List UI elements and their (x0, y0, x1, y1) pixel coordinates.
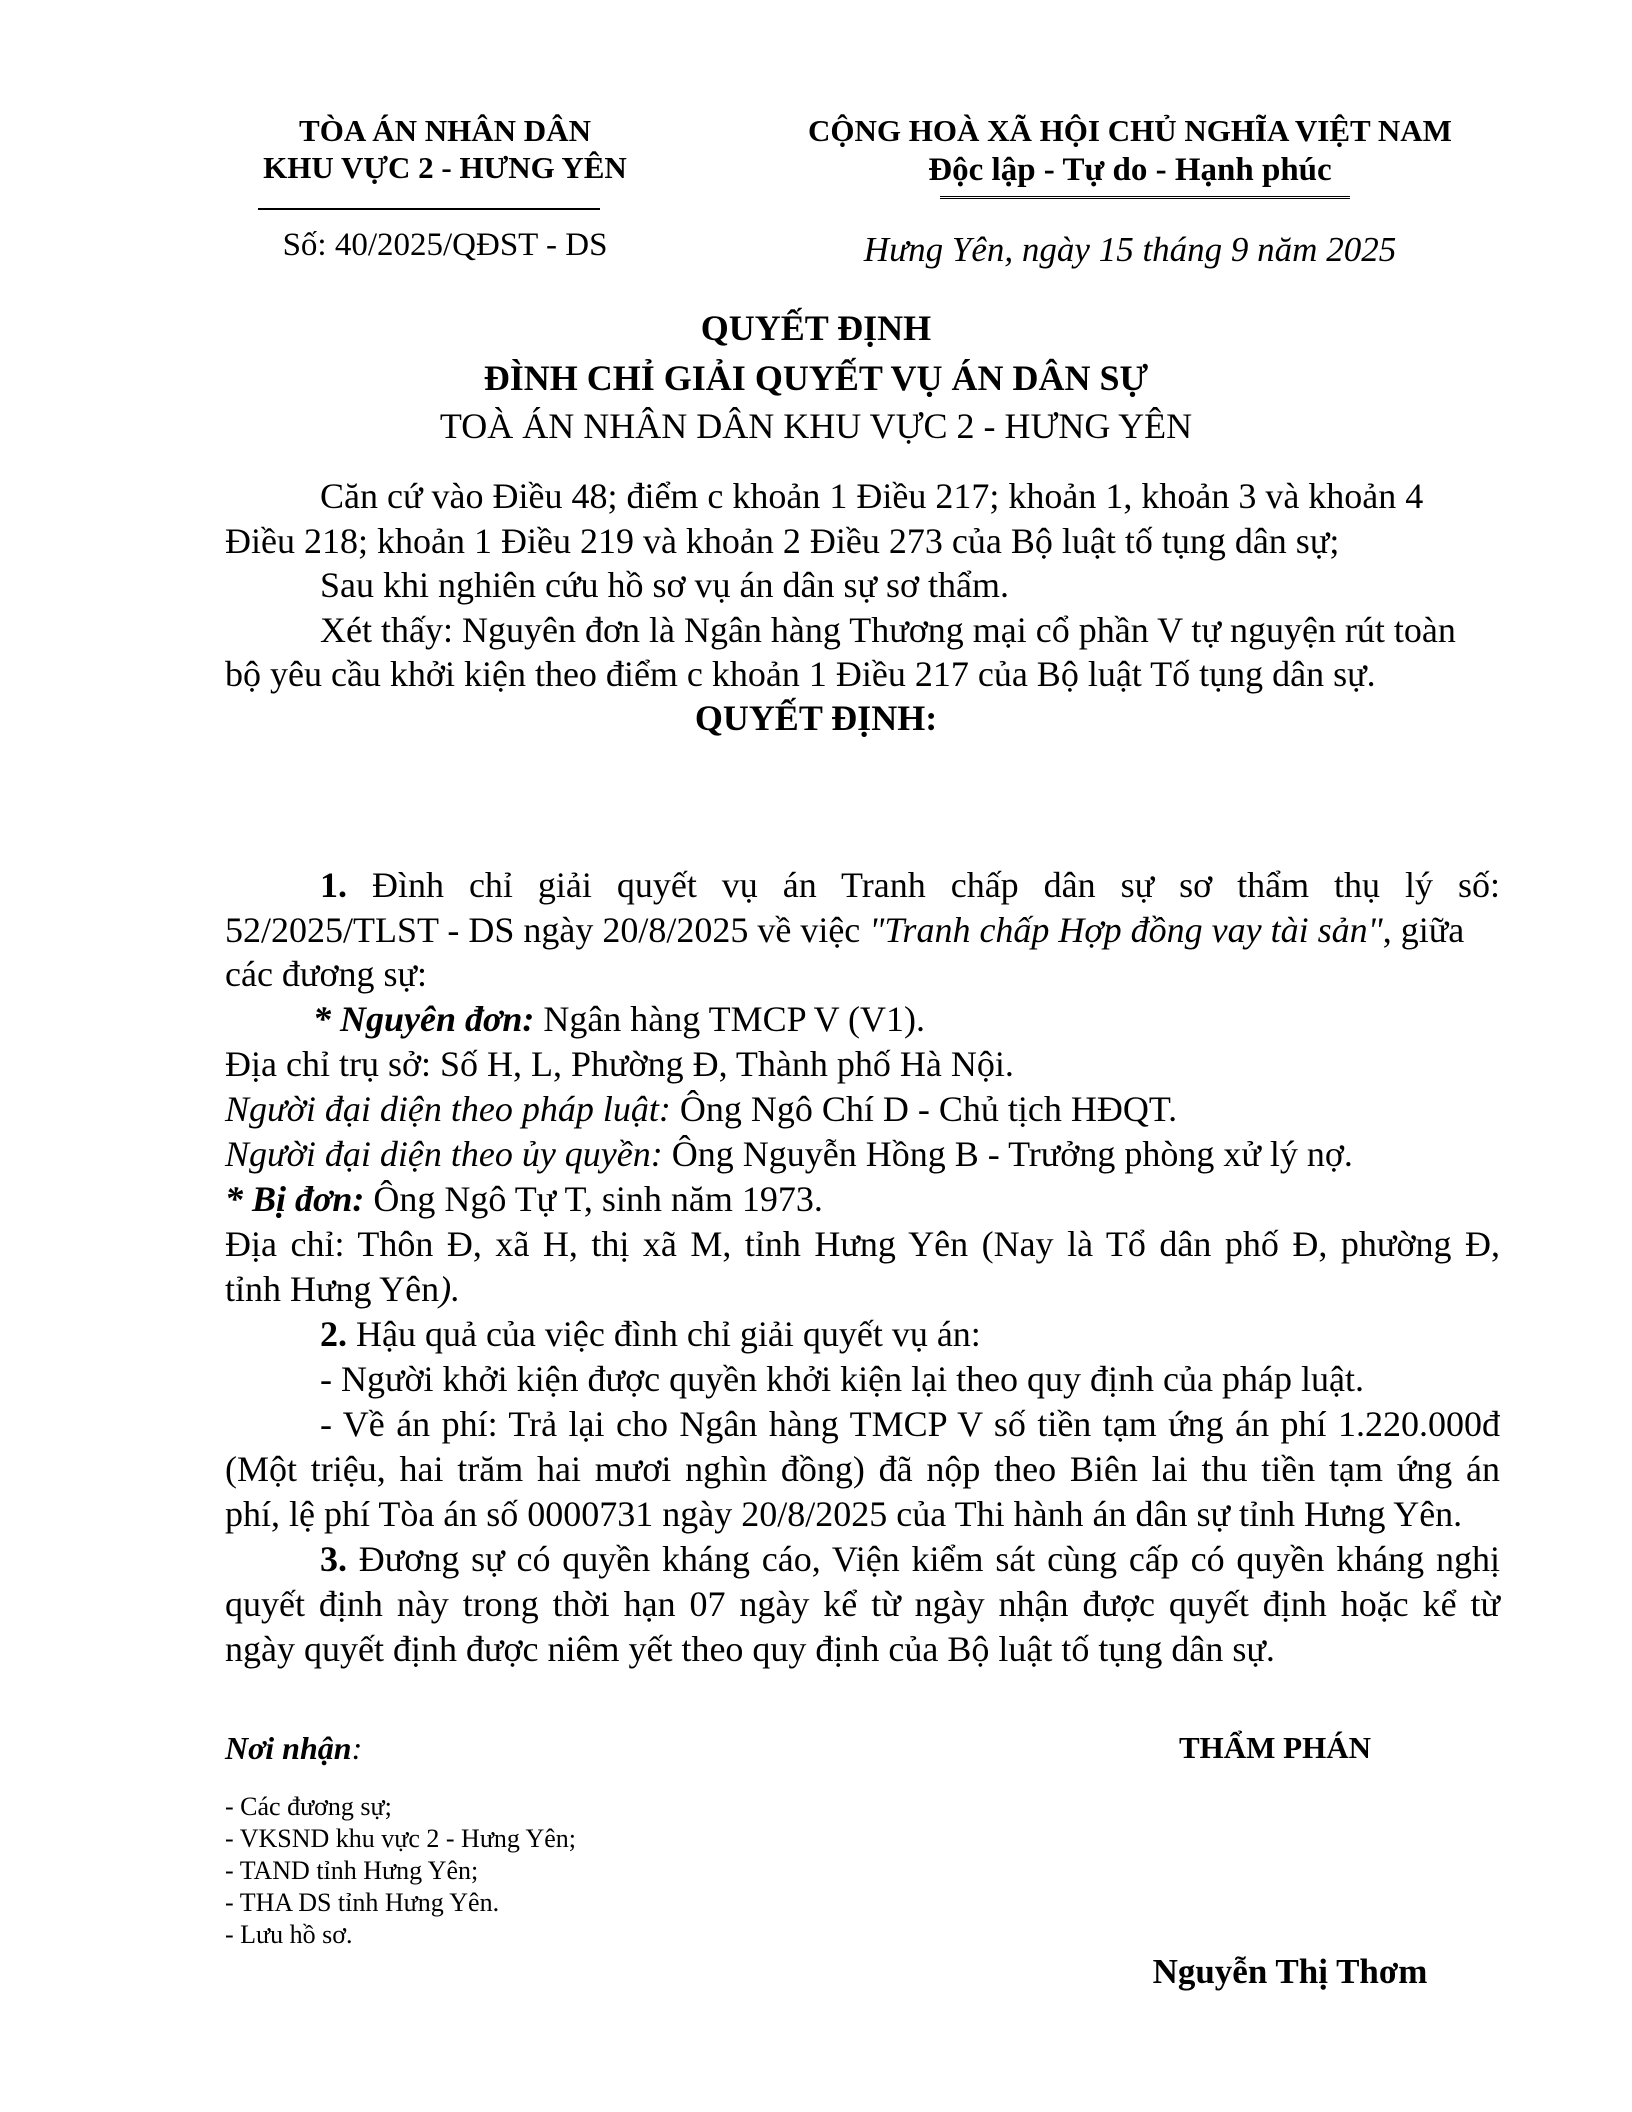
case-number-text: 52/2025/TLST - DS ngày 20/8/2025 về việc (225, 910, 870, 950)
plaintiff-value: Ngân hàng TMCP V (V1). (534, 999, 926, 1039)
section2-heading (320, 1312, 1500, 1357)
motto: Độc lập - Tự do - Hạnh phúc (928, 152, 1332, 188)
recipient-item: - VKSND khu vực 2 - Hưng Yên; (225, 1824, 576, 1853)
defendant (225, 1177, 1500, 1222)
preamble-considering-1: Xét thấy: Nguyên đơn là Ngân hàng Thương mại cổ phần V tự nguyện rút toàn (320, 610, 1456, 650)
recipients-label (225, 1728, 362, 1768)
defendant-address-end: ). (439, 1269, 461, 1309)
section1-line2 (225, 908, 1525, 953)
title-court: TOÀ ÁN NHÂN DÂN KHU VỰC 2 - HƯNG YÊN (439, 406, 1193, 446)
section3-text: Đương sự có quyền kháng cáo, Viện kiểm sát cùng cấp có quyền kháng nghị (347, 1539, 1500, 1579)
defendant-value: Ông Ngô Tự T, sinh năm 1973. (364, 1179, 823, 1219)
plaintiff-address: Địa chỉ trụ sở: Số H, L, Phường Đ, Thành phố Hà Nội. (225, 1044, 1014, 1084)
section2-item2-line2: (Một triệu, hai trăm hai mươi nghìn đồng) đã nộp theo Biên lai thu tiền tạm ứng án (225, 1449, 1500, 1489)
section2-item2-line3: phí, lệ phí Tòa án số 0000731 ngày 20/8/2025 của Thi hành án dân sự tỉnh Hưng Yên. (225, 1494, 1463, 1534)
court-name-line1: TÒA ÁN NHÂN DÂN (299, 113, 591, 148)
legal-rep-label: Người đại diện theo pháp luật: (225, 1089, 671, 1129)
title-subject: ĐÌNH CHỈ GIẢI QUYẾT VỤ ÁN DÂN SỰ (483, 358, 1149, 398)
defendant-address-2 (225, 1267, 1500, 1312)
place-date: Hưng Yên, ngày 15 tháng 9 năm 2025 (863, 230, 1397, 269)
section3-number: 3. (320, 1539, 347, 1579)
section2-heading-text: Hậu quả của việc đình chỉ giải quyết vụ án: (347, 1314, 981, 1354)
title-decision: QUYẾT ĐỊNH (700, 308, 932, 348)
preamble-line2: Điều 218; khoản 1 Điều 219 và khoản 2 Điều 273 của Bộ luật tố tụng dân sự; (225, 521, 1340, 561)
nation-name: CỘNG HOÀ XÃ HỘI CHỦ NGHĨA VIỆT NAM (808, 113, 1452, 148)
plaintiff-label: * Nguyên đơn: (313, 999, 535, 1039)
recipients-label-text: Nơi nhận (225, 1730, 352, 1766)
judge-title: THẨM PHÁN (1178, 1730, 1371, 1765)
preamble-line1: Căn cứ vào Điều 48; điểm c khoản 1 Điều 217; khoản 1, khoản 3 và khoản 4 (320, 476, 1424, 516)
preamble-considering-2: bộ yêu cầu khởi kiện theo điểm c khoản 1 Điều 217 của Bộ luật Tố tụng dân sự. (225, 654, 1376, 694)
section2-number: 2. (320, 1314, 347, 1354)
authorized-representative (225, 1132, 1500, 1177)
recipients-label-colon: : (351, 1730, 363, 1766)
legal-representative (225, 1087, 1500, 1132)
section1-text: Đình chỉ giải quyết vụ án Tranh chấp dân sự sơ thẩm thụ lý số: (371, 865, 1500, 905)
defendant-label: * Bị đơn: (225, 1179, 365, 1219)
section2-item1: - Người khởi kiện được quyền khởi kiện lại theo quy định của pháp luật. (320, 1359, 1364, 1399)
judge-name: Nguyễn Thị Thơm (1152, 1952, 1428, 1991)
section1-line3: các đương sự: (225, 954, 428, 994)
decision-number: Số: 40/2025/QĐST - DS (282, 227, 608, 263)
auth-rep-value: Ông Nguyễn Hồng B - Trưởng phòng xử lý nợ. (662, 1134, 1353, 1174)
recipient-item: - THA DS tỉnh Hưng Yên. (225, 1888, 500, 1917)
section1-line1 (320, 863, 1500, 908)
recipient-item: - Lưu hồ sơ. (225, 1920, 353, 1949)
auth-rep-label: Người đại diện theo ủy quyền: (225, 1134, 663, 1174)
recipient-item: - TAND tỉnh Hưng Yên; (225, 1856, 479, 1885)
preamble-study: Sau khi nghiên cứu hồ sơ vụ án dân sự sơ thẩm. (320, 565, 1010, 605)
court-name-line2: KHU VỰC 2 - HƯNG YÊN (263, 150, 627, 185)
plaintiff (313, 997, 1500, 1042)
section1-number: 1. (320, 865, 347, 905)
legal-rep-value: Ông Ngô Chí D - Chủ tịch HĐQT. (670, 1089, 1178, 1129)
case-text-end: , giữa (1382, 910, 1465, 950)
court-underline (258, 208, 600, 210)
section2-item2-line1: - Về án phí: Trả lại cho Ngân hàng TMCP V số tiền tạm ứng án phí 1.220.000đ (320, 1404, 1500, 1444)
decision-heading: QUYẾT ĐỊNH: (694, 698, 938, 738)
case-type: "Tranh chấp Hợp đồng vay tài sản" (869, 910, 1383, 950)
section3-line1 (320, 1537, 1500, 1582)
defendant-address-1: Địa chỉ: Thôn Đ, xã H, thị xã M, tỉnh Hưng Yên (Nay là Tổ dân phố Đ, phường Đ, (225, 1224, 1500, 1264)
recipient-item: - Các đương sự; (225, 1792, 392, 1821)
defendant-address-text: tỉnh Hưng Yên (225, 1269, 440, 1309)
section3-line2: quyết định này trong thời hạn 07 ngày kể từ ngày nhận được quyết định hoặc kể từ (225, 1584, 1500, 1624)
motto-underline (940, 196, 1350, 202)
section3-line3: ngày quyết định được niêm yết theo quy định của Bộ luật tố tụng dân sự. (225, 1629, 1275, 1669)
